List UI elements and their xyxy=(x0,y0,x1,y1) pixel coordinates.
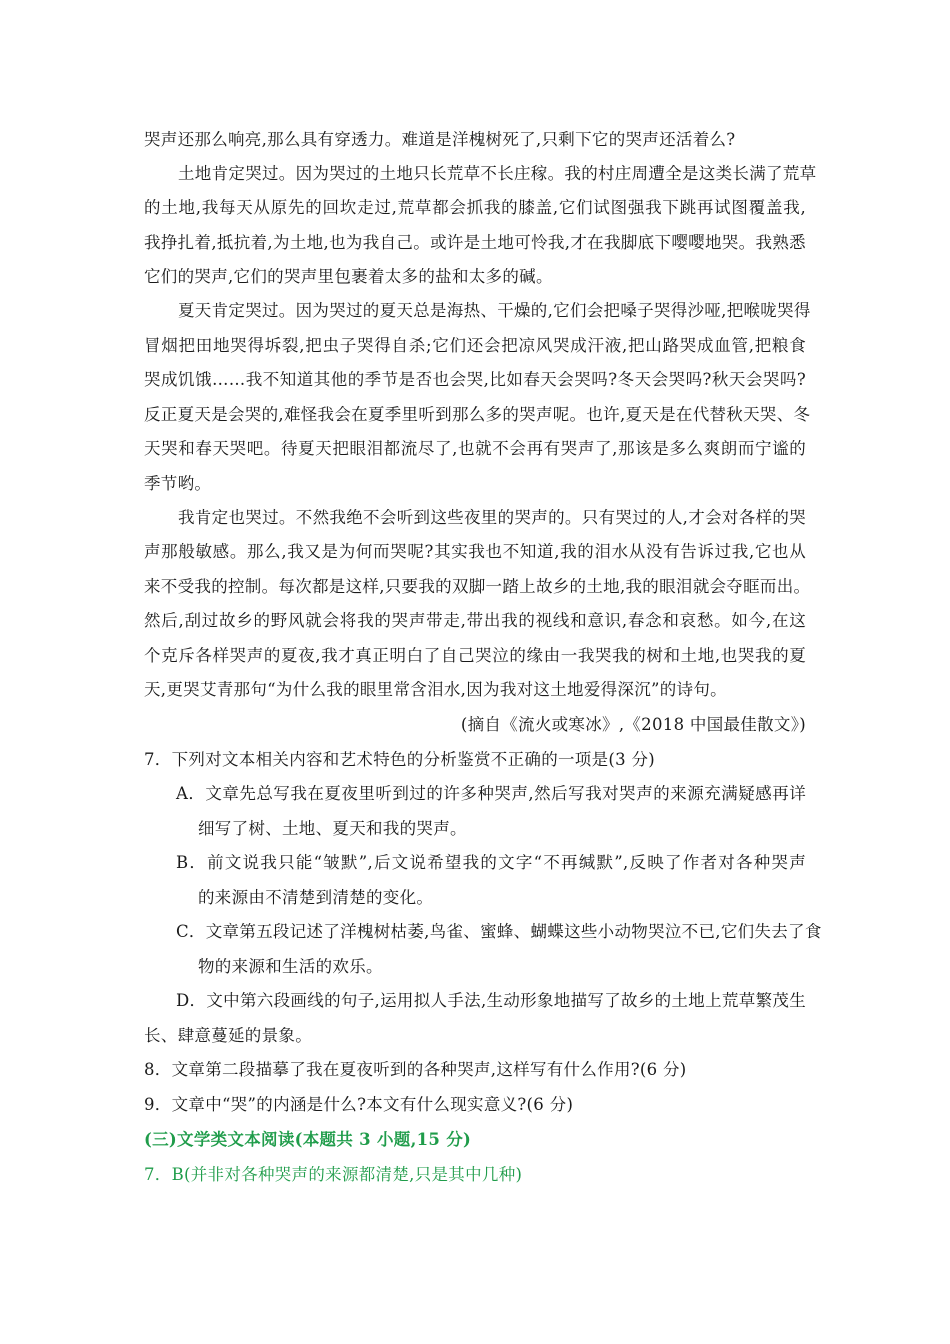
option-c-cont: 物的来源和生活的欢乐。 xyxy=(198,957,383,976)
option-b: B．前文说我只能“皱默”,后文说希望我的文字“不再缄默”,反映了作者对各种哭声 xyxy=(176,853,806,872)
option-d-cont: 长、肆意蔓延的景象。 xyxy=(144,1026,312,1045)
paragraph-line: 土地肯定哭过。因为哭过的土地只长荒草不长庄稼。我的村庄周遭全是这类长满了荒草 xyxy=(178,164,817,183)
question-7: 7．下列对文本相关内容和艺术特色的分析鉴赏不正确的一项是(3 分) xyxy=(144,750,656,769)
option-c: C．文章第五段记述了洋槐树枯萎,鸟雀、蜜蜂、蝴蝶这些小动物哭泣不已,它们失去了食 xyxy=(176,922,822,941)
paragraph-line: 反正夏天是会哭的,难怪我会在夏季里听到那么多的哭声呢。也许,夏天是在代替秋天哭、冬 xyxy=(144,405,811,424)
paragraph-line: 冒烟把田地哭得坼裂,把虫子哭得自杀;它们还会把凉风哭成汗液,把山路哭成血管,把粮食 xyxy=(144,336,806,355)
option-b-cont: 的来源由不清楚到清楚的变化。 xyxy=(198,888,434,907)
paragraph-line: 个克斥各样哭声的夏夜,我才真正明白了自己哭泣的缘由一我哭我的树和土地,也哭我的夏 xyxy=(144,646,806,665)
paragraph-line: 来不受我的控制。每次都是这样,只要我的双脚一踏上故乡的土地,我的眼泪就会夺眶而出。 xyxy=(144,577,811,596)
paragraph-line: 它们的哭声,它们的哭声里包裹着太多的盐和太多的碱。 xyxy=(144,267,553,286)
paragraph-line: 天哭和春天哭吧。待夏天把眼泪都流尽了,也就不会再有哭声了,那该是多么爽朗而宁谧的 xyxy=(144,439,806,458)
answer-7: 7．B(并非对各种哭声的来源都清楚,只是其中几种) xyxy=(144,1165,523,1184)
paragraph-line: 然后,刮过故乡的野风就会将我的哭声带走,带出我的视线和意识,春念和哀愁。如今,在这 xyxy=(144,611,806,630)
paragraph-line: 的土地,我每天从原先的回坎走过,荒草都会抓我的膝盖,它们试图强我下跳再试图覆盖我, xyxy=(144,198,806,217)
question-8: 8．文章第二段描摹了我在夏夜听到的各种哭声,这样写有什么作用?(6 分) xyxy=(144,1060,687,1079)
paragraph-line: 哭声还那么响亮,那么具有穿透力。难道是洋槐树死了,只剩下它的哭声还活着么? xyxy=(144,130,736,149)
paragraph-line: 我挣扎着,抵抗着,为土地,也为我自己。或许是土地可怜我,才在我脚底下嘤嘤地哭。我熟悉 xyxy=(144,233,806,252)
paragraph-line: 哭成饥饿……我不知道其他的季节是否也会哭,比如春天会哭吗?冬天会哭吗?秋天会哭吗? xyxy=(144,370,806,389)
answer-section-heading: (三)文学类文本阅读(本题共 3 小题,15 分) xyxy=(144,1130,472,1149)
paragraph-line: 季节哟。 xyxy=(144,474,212,493)
paragraph-line: 天,更哭艾青那句“为什么我的眼里常含泪水,因为我对这土地爱得深沉”的诗句。 xyxy=(144,680,727,699)
paragraph-line: 夏天肯定哭过。因为哭过的夏天总是海热、干燥的,它们会把嗓子哭得沙哑,把喉咙哭得 xyxy=(178,301,811,320)
option-a: A．文章先总写我在夏夜里听到过的许多种哭声,然后写我对哭声的来源充满疑感再详 xyxy=(176,784,806,803)
question-9: 9．文章中“哭”的内涵是什么?本文有什么现实意义?(6 分) xyxy=(144,1095,574,1114)
source-citation: (摘自《流火或寒冰》,《2018 中国最佳散文》) xyxy=(460,715,806,734)
option-a-cont: 细写了树、土地、夏天和我的哭声。 xyxy=(198,819,467,838)
paragraph-line: 我肯定也哭过。不然我绝不会听到这些夜里的哭声的。只有哭过的人,才会对各样的哭 xyxy=(178,508,806,527)
paragraph-line: 声那般敏感。那么,我又是为何而哭呢?其实我也不知道,我的泪水从没有告诉过我,它也从 xyxy=(144,542,806,561)
option-d: D．文中第六段画线的句子,运用拟人手法,生动形象地描写了故乡的土地上荒草繁茂生 xyxy=(176,991,806,1010)
